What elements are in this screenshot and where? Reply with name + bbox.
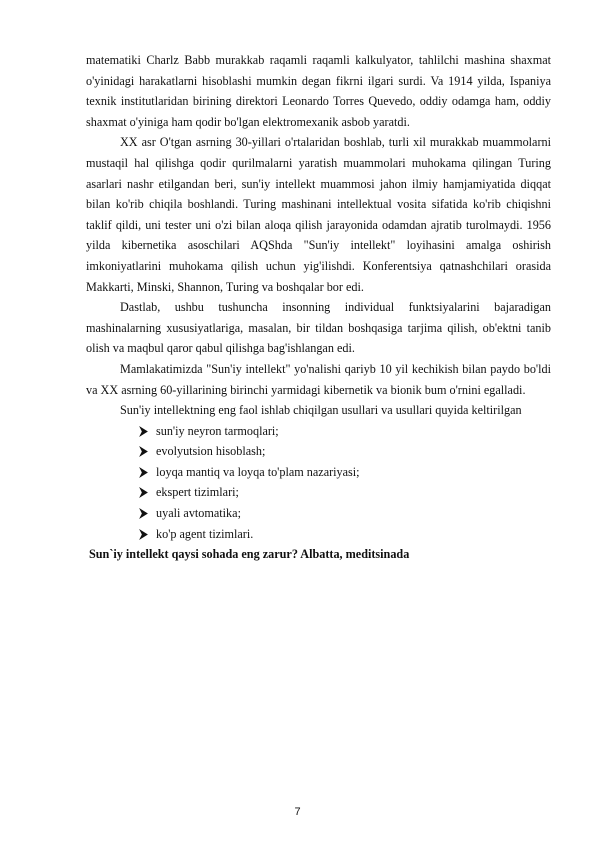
paragraph-3: Dastlab, ushbu tushuncha insonning individual funktsiyalarini bajaradigan mashinalarning xususiyatlariga, masalan, bir tildan boshqasiga tarjima qilish, ob'ektni tanib olish va maqbul qaror qabul qilishga bag'ishlangan edi.: [86, 300, 551, 356]
list-item-text: loyqa mantiq va loyqa to'plam nazariyasi;: [156, 464, 360, 479]
arrowhead-right-icon: [138, 487, 149, 498]
list-item: [138, 441, 551, 462]
paragraph-5: Sun'iy intellektning eng faol ishlab chiqilgan usullari va usullari quyida keltirilgan: [120, 403, 522, 418]
list-item: [138, 462, 551, 483]
arrowhead-right-icon: [138, 508, 149, 519]
arrowhead-right-icon: [138, 446, 149, 457]
method-list: [86, 421, 551, 545]
arrowhead-right-icon: [138, 467, 149, 478]
paragraph-4: Mamlakatimizda "Sun'iy intellekt" yo'nalishi qariyb 10 yil kechikish bilan paydo bo'ldi va XX asrning 60-yillarining birinchi yarmidagi kibernetik va bionik bum o'rnini egalladi.: [86, 361, 551, 397]
list-item: [138, 503, 551, 524]
list-item-text: ekspert tizimlari;: [156, 485, 239, 500]
list-item-text: ko'p agent tizimlari.: [156, 526, 254, 541]
section-heading: Sun`iy intellekt qaysi sohada eng zarur? Albatta, meditsinada: [89, 547, 410, 562]
list-item: [138, 482, 551, 503]
paragraph-2: XX asr O'tgan asrning 30-yillari o'rtalaridan boshlab, turli xil murakkab muammolarni mustaqil hal qilishga qodir qurilmalarni yaratish muammolari muhokama qilingan Turing asarlari nashr etilgandan beri, sun'iy intellekt muammosi jahon ilmiy hamjamiyatida diqqat bilan ko'rib chiqila boshlandi. Turing mashinani intellektual vosita sifatida ko'rib chiqishni taklif qildi, uni tester uni o'zi bilan aloqa qilish jarayonida odamdan ajratib turolmaydi. 1956 yilda kibernetika asoschilari AQShda "Sun'iy intellekt" loyihasini amalga oshirish imkoniyatlarini muhokama qilish uchun yig'ilishdi. Konferentsiya qatnashchilari orasida Makkarti, Minski, Shannon, Turing va boshqalar bor edi.: [86, 135, 551, 294]
list-item: [138, 421, 551, 442]
list-item: [138, 524, 551, 545]
page-number: 7: [294, 806, 301, 818]
paragraph-1: matematiki Charlz Babb murakkab raqamli raqamli kalkulyator, tahlilchi mashina shaxmat o'yinidagi harakatlarni hisoblashi mumkin degan fikrni ilgari surdi. Va 1914 yilda, Ispaniya texnik institutlaridan birining direktori Leonardo Torres Quevedo, oddiy odamga ham, oddiy shaxmat o'yiniga ham qodir bo'lgan elektromexanik asbob yaratdi.: [86, 53, 551, 129]
list-item-text: sun'iy neyron tarmoqlari;: [156, 423, 279, 438]
list-item-text: evolyutsion hisoblash;: [156, 444, 266, 459]
body-text: [86, 50, 551, 565]
list-item-text: uyali avtomatika;: [156, 506, 241, 521]
arrowhead-right-icon: [138, 426, 149, 437]
arrowhead-right-icon: [138, 529, 149, 540]
